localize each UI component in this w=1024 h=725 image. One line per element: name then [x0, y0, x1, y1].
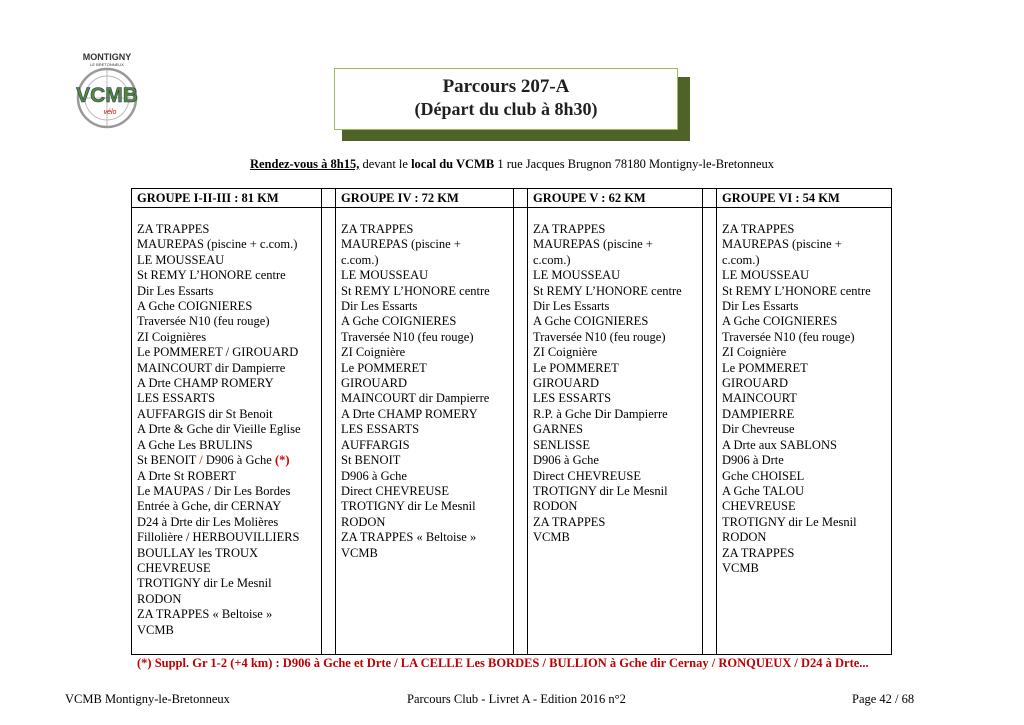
route-step: A Gche TALOU — [722, 483, 805, 498]
route-step: St BENOIT — [341, 453, 401, 468]
route-step: A Gche COIGNIERES — [533, 314, 649, 329]
route-step: Dir Les Essarts — [137, 283, 214, 298]
route-step: Le MAUPAS / Dir Les Bordes — [137, 483, 291, 498]
route-step: AUFFARGIS — [341, 437, 410, 452]
route-step: BOULLAY les TROUX — [137, 545, 259, 560]
routes-table — [131, 188, 892, 655]
route-step: DAMPIERRE — [722, 406, 795, 421]
route-step: TROTIGNY dir Le Mesnil — [722, 514, 857, 529]
footer-center: Parcours Club - Livret A - Edition 2016 n°2 — [407, 692, 626, 706]
route-step: A Gche COIGNIERES — [722, 314, 838, 329]
route-step: GIROUARD — [533, 376, 599, 391]
route-step: MAUREPAS (piscine + — [533, 237, 653, 252]
route-step: Traversée N10 (feu rouge) — [137, 314, 270, 329]
route-step: VCMB — [137, 622, 174, 637]
title-box — [334, 68, 678, 130]
route-list — [722, 222, 891, 576]
table-header-row — [132, 189, 892, 208]
route-step: A Drte CHAMP ROMERY — [137, 376, 274, 391]
rendezvous-place: local du VCMB — [411, 157, 495, 171]
route-step: ZA TRAPPES — [341, 222, 414, 236]
route-step: Direct CHEVREUSE — [341, 483, 449, 498]
logo-main-text: VCMB — [76, 84, 138, 107]
route-step-prefix: St BENOIT — [137, 453, 200, 468]
route-step: ZI Coignière — [341, 345, 406, 360]
column-spacer — [322, 208, 336, 655]
route-step: GARNES — [533, 422, 584, 437]
route-step: ZA TRAPPES « Beltoise » — [137, 607, 273, 622]
route-step: MAINCOURT dir Dampierre — [137, 360, 286, 375]
route-step: Dir Les Essarts — [533, 299, 610, 314]
route-step: MAINCOURT — [722, 391, 797, 406]
column-spacer — [514, 208, 528, 655]
route-list — [533, 222, 702, 546]
route-step: LES ESSARTS — [533, 391, 612, 406]
route-step: RODON — [722, 530, 767, 545]
group-cell — [717, 208, 892, 655]
route-step: MAINCOURT dir Dampierre — [341, 391, 490, 406]
rendezvous-mid: devant le — [359, 157, 412, 171]
group-cell — [336, 208, 514, 655]
route-step: LE MOUSSEAU — [722, 268, 810, 283]
route-step: CHEVREUSE — [722, 499, 796, 514]
footer-left: VCMB Montigny-le-Bretonneux — [65, 692, 230, 706]
route-step: RODON — [533, 499, 578, 514]
page-title: Parcours 207-A — [442, 76, 570, 97]
route-step: Fillolière / HERBOUVILLIERS — [137, 530, 300, 545]
group-header: GROUPE V : 62 KM — [528, 189, 703, 208]
route-step: MAUREPAS (piscine + — [722, 237, 842, 252]
route-step: TROTIGNY dir Le Mesnil — [533, 483, 668, 498]
logo-sub-text: LE BRETONNEUX — [90, 62, 124, 67]
logo-tag-text: vélo — [103, 109, 117, 116]
group-cell — [132, 208, 322, 655]
route-step: A Drte St ROBERT — [137, 468, 236, 483]
route-step: ZI Coignière — [722, 345, 787, 360]
route-step: RODON — [137, 591, 182, 606]
route-step: St REMY L’HONORE centre — [722, 283, 871, 298]
route-step — [137, 453, 321, 468]
route-step: Dir Les Essarts — [341, 299, 418, 314]
route-step: GIROUARD — [722, 376, 788, 391]
route-step: ZA TRAPPES — [722, 545, 795, 560]
rendezvous-address: 1 rue Jacques Brugnon 78180 Montigny-le-Bretonneux — [494, 157, 775, 171]
route-step: GIROUARD — [341, 376, 407, 391]
route-step: VCMB — [722, 560, 759, 575]
route-step: Le POMMERET / GIROUARD — [137, 345, 299, 360]
route-step: St REMY L’HONORE centre — [137, 268, 286, 283]
route-step: Dir Les Essarts — [722, 299, 799, 314]
column-spacer — [322, 189, 336, 208]
route-step-middle: D906 à Gche — [202, 453, 275, 468]
route-list — [137, 222, 321, 638]
route-step: LE MOUSSEAU — [533, 268, 621, 283]
route-step: c.com.) — [722, 252, 760, 267]
route-list — [341, 222, 513, 561]
route-step: A Gche COIGNIERES — [137, 299, 253, 314]
route-step: Traversée N10 (feu rouge) — [533, 329, 666, 344]
supplement-note: (*) Suppl. Gr 1-2 (+4 km) : D906 à Gche et Drte / LA CELLE Les BORDES / BULLION à Gche dir Cernay / RONQUEUX / D24 à Drte... — [137, 656, 869, 670]
column-spacer — [514, 189, 528, 208]
route-step: LE MOUSSEAU — [137, 252, 225, 267]
route-step: LE MOUSSEAU — [341, 268, 429, 283]
route-step: D24 à Drte dir Les Molières — [137, 514, 279, 529]
route-step: Gche CHOISEL — [722, 468, 805, 483]
route-step: AUFFARGIS dir St Benoit — [137, 406, 273, 421]
route-step: St REMY L’HONORE centre — [341, 283, 490, 298]
logo-top-text: MONTIGNY — [82, 52, 132, 62]
route-step: ZA TRAPPES — [533, 222, 606, 236]
route-step: VCMB — [533, 530, 570, 545]
route-step: SENLISSE — [533, 437, 590, 452]
route-step: MAUREPAS (piscine + c.com.) — [137, 237, 298, 252]
route-step: ZI Coignières — [137, 329, 207, 344]
route-step: RODON — [341, 514, 386, 529]
route-step: R.P. à Gche Dir Dampierre — [533, 406, 668, 421]
route-step: A Gche Les BRULINS — [137, 437, 253, 452]
rendezvous-line — [0, 157, 1024, 172]
route-step: LES ESSARTS — [137, 391, 216, 406]
route-step: A Drte & Gche dir Vieille Eglise — [137, 422, 301, 437]
vcmb-logo — [66, 50, 148, 130]
route-step: ZI Coignière — [533, 345, 598, 360]
route-step: Traversée N10 (feu rouge) — [722, 329, 855, 344]
route-step: ZA TRAPPES — [137, 222, 210, 236]
route-step: Direct CHEVREUSE — [533, 468, 641, 483]
route-step: Entrée à Gche, dir CERNAY — [137, 499, 282, 514]
route-step: D906 à Drte — [722, 453, 784, 468]
route-step: CHEVREUSE — [137, 560, 211, 575]
column-spacer — [703, 208, 717, 655]
route-step: TROTIGNY dir Le Mesnil — [137, 576, 272, 591]
route-step: St REMY L’HONORE centre — [533, 283, 682, 298]
route-step: Le POMMERET — [722, 360, 808, 375]
page-subtitle: (Départ du club à 8h30) — [414, 99, 598, 119]
route-step: D906 à Gche — [341, 468, 407, 483]
route-step: MAUREPAS (piscine + — [341, 237, 461, 252]
route-step: Dir Chevreuse — [722, 422, 795, 437]
route-step: A Drte CHAMP ROMERY — [341, 406, 478, 421]
route-step: TROTIGNY dir Le Mesnil — [341, 499, 476, 514]
table-body-row — [132, 208, 892, 655]
route-step: ZA TRAPPES « Beltoise » — [341, 530, 477, 545]
group-header: GROUPE VI : 54 KM — [717, 189, 892, 208]
route-step: D906 à Gche — [533, 453, 599, 468]
group-cell — [528, 208, 703, 655]
group-header: GROUPE IV : 72 KM — [336, 189, 514, 208]
group-header: GROUPE I-II-III : 81 KM — [132, 189, 322, 208]
route-step: c.com.) — [341, 252, 379, 267]
route-step: c.com.) — [533, 252, 571, 267]
route-step-slash: / — [199, 453, 203, 468]
route-step: VCMB — [341, 545, 378, 560]
route-step: ZA TRAPPES — [722, 222, 795, 236]
footer-page-number: Page 42 / 68 — [852, 692, 915, 706]
route-step: LES ESSARTS — [341, 422, 420, 437]
route-step: Le POMMERET — [341, 360, 427, 375]
route-step-star: (*) — [274, 453, 290, 468]
route-step: Traversée N10 (feu rouge) — [341, 329, 474, 344]
route-step: A Drte aux SABLONS — [722, 437, 837, 452]
route-step: A Gche COIGNIERES — [341, 314, 457, 329]
column-spacer — [703, 189, 717, 208]
route-step: Le POMMERET — [533, 360, 619, 375]
rendezvous-label: Rendez-vous à 8h15, — [249, 157, 360, 171]
route-step: ZA TRAPPES — [533, 514, 606, 529]
